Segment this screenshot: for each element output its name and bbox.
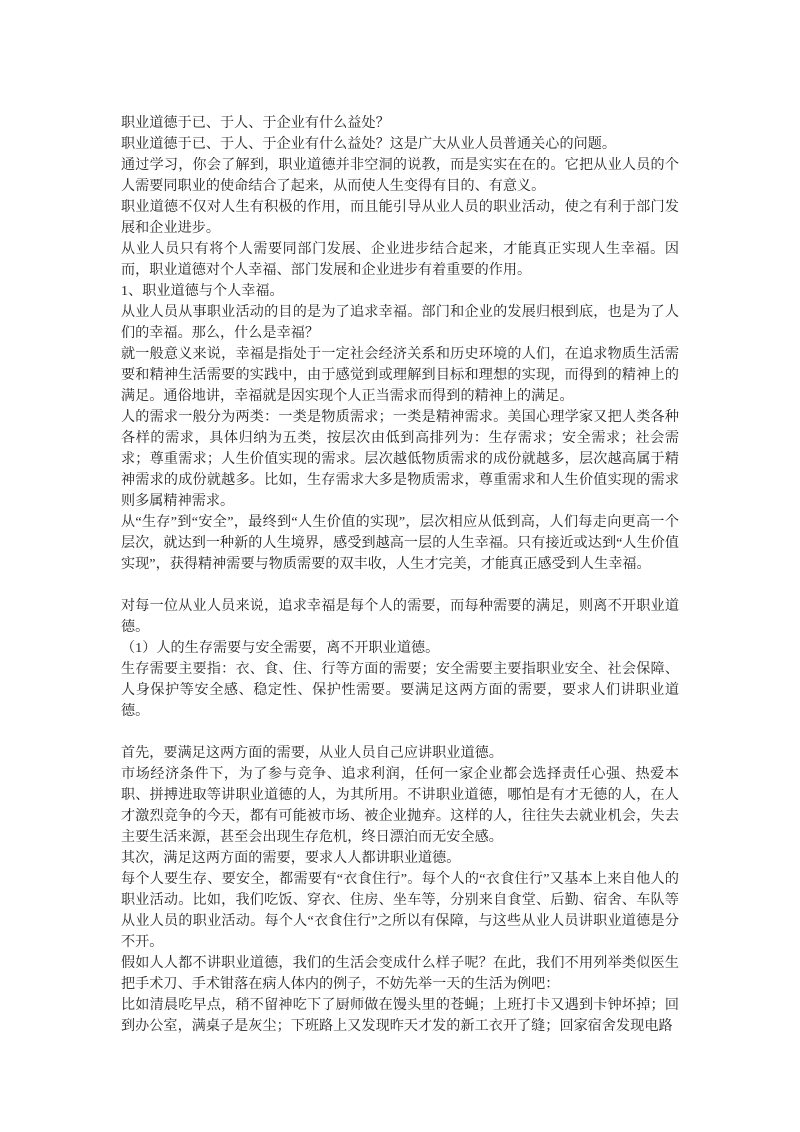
blank-line xyxy=(121,722,679,743)
paragraph: 对每一位从业人员来说，追求幸福是每个人的需要，而每种需要的满足，则离不开职业道德。 xyxy=(121,598,679,635)
paragraph: 从业人员从事职业活动的目的是为了追求幸福。部门和企业的发展归根到底，也是为了人们的幸福。那么，什么是幸福？ xyxy=(121,304,679,341)
paragraph: （1）人的生存需要与安全需要，离不开职业道德。 xyxy=(121,640,440,656)
paragraph: 职业道德不仅对人生有积极的作用，而且能引导从业人员的职业活动，使之有利于部门发展和企业进步。 xyxy=(121,199,679,236)
paragraph: 每个人要生存、要安全，都需要有“衣食住行”。每个人的“衣食住行”又基本上来自他人的职业活动。比如，我们吃饭、穿衣、住房、坐车等，分别来自食堂、后勤、宿舍、车队等从业人员的职业活动。每个人“衣食住行”之所以有保障，与这些从业人员讲职业道德是分不开。 xyxy=(121,871,679,950)
paragraph: 其次，满足这两方面的需要，要求人人都讲职业道德。 xyxy=(121,850,461,866)
paragraph: 职业道德于已、于人、于企业有什么益处？这是广大从业人员普通关心的问题。 xyxy=(121,136,617,152)
paragraph: 从业人员只有将个人需要同部门发展、企业进步结合起来，才能真正实现人生幸福。因而，职业道德对个人幸福、部门发展和企业进步有着重要的作用。 xyxy=(121,241,679,278)
paragraph: 生存需要主要指：衣、食、住、行等方面的需要；安全需要主要指职业安全、社会保障、人身保护等安全感、稳定性、保护性需要。要满足这两方面的需要，要求人们讲职业道德。 xyxy=(121,661,679,719)
paragraph: 1、职业道德与个人幸福。 xyxy=(121,283,284,299)
paragraph: 人的需求一般分为两类：一类是物质需求；一类是精神需求。美国心理学家又把人类各种各样的需求，具体归纳为五类，按层次由低到高排列为：生存需求；安全需求；社会需求；尊重需求；人生价值实现的需求。层次越低物质需求的成份就越多，层次越高属于精神需求的成份就越多。比如，生存需求大多是物质需求，尊重需求和人生价值实现的需求则多属精神需求。 xyxy=(121,409,679,509)
blank-line xyxy=(121,575,679,596)
paragraph: 首先，要满足这两方面的需要，从业人员自己应讲职业道德。 xyxy=(121,745,503,761)
paragraph: 比如清晨吃早点，稍不留神吃下了厨师做在馒头里的苍蝇；上班打卡又遇到卡钟坏掉；回到办公室，满桌子是灰尘；下班路上又发现昨天才发的新工衣开了缝；回家宿舍发现电路 xyxy=(121,997,679,1034)
paragraph: 假如人人都不讲职业道德，我们的生活会变成什么样子呢？在此，我们不用列举类似医生把手术刀、手术钳落在病人体内的例子，不妨先举一天的生活为例吧： xyxy=(121,955,679,992)
paragraph: 市场经济条件下，为了参与竞争、追求利润，任何一家企业都会选择责任心强、热爱本职、拼搏进取等讲职业道德的人，为其所用。不讲职业道德，哪怕是有才无德的人，在人才激烈竞争的今天，都有可能被市场、被企业抛弃。这样的人，往往失去就业机会，失去主要生活来源，甚至会出现生存危机，终日漂泊而无安全感。 xyxy=(121,766,679,845)
paragraph: 通过学习，你会了解到，职业道德并非空洞的说教，而是实实在在的。它把从业人员的个人需要同职业的使命结合了起来，从而使人生变得有目的、有意义。 xyxy=(121,157,679,194)
document-body xyxy=(121,113,679,1037)
paragraph: 从“生存”到“安全”，最终到“人生价值的实现”，层次相应从低到高，人们每走向更高一个层次，就达到一种新的人生境界，感受到越高一层的人生幸福。只有接近或达到“人生价值实现”，获得精神需要与物质需要的双丰收，人生才完美，才能真正感受到人生幸福。 xyxy=(121,514,679,572)
paragraph: 就一般意义来说，幸福是指处于一定社会经济关系和历史环境的人们，在追求物质生活需要和精神生活需要的实践中，由于感觉到或理解到目标和理想的实现，而得到的精神上的满足。通俗地讲，幸福就是因实现个人正当需求而得到的精神上的满足。 xyxy=(121,346,679,404)
paragraph: 职业道德于已、于人、于企业有什么益处？ xyxy=(121,115,390,131)
